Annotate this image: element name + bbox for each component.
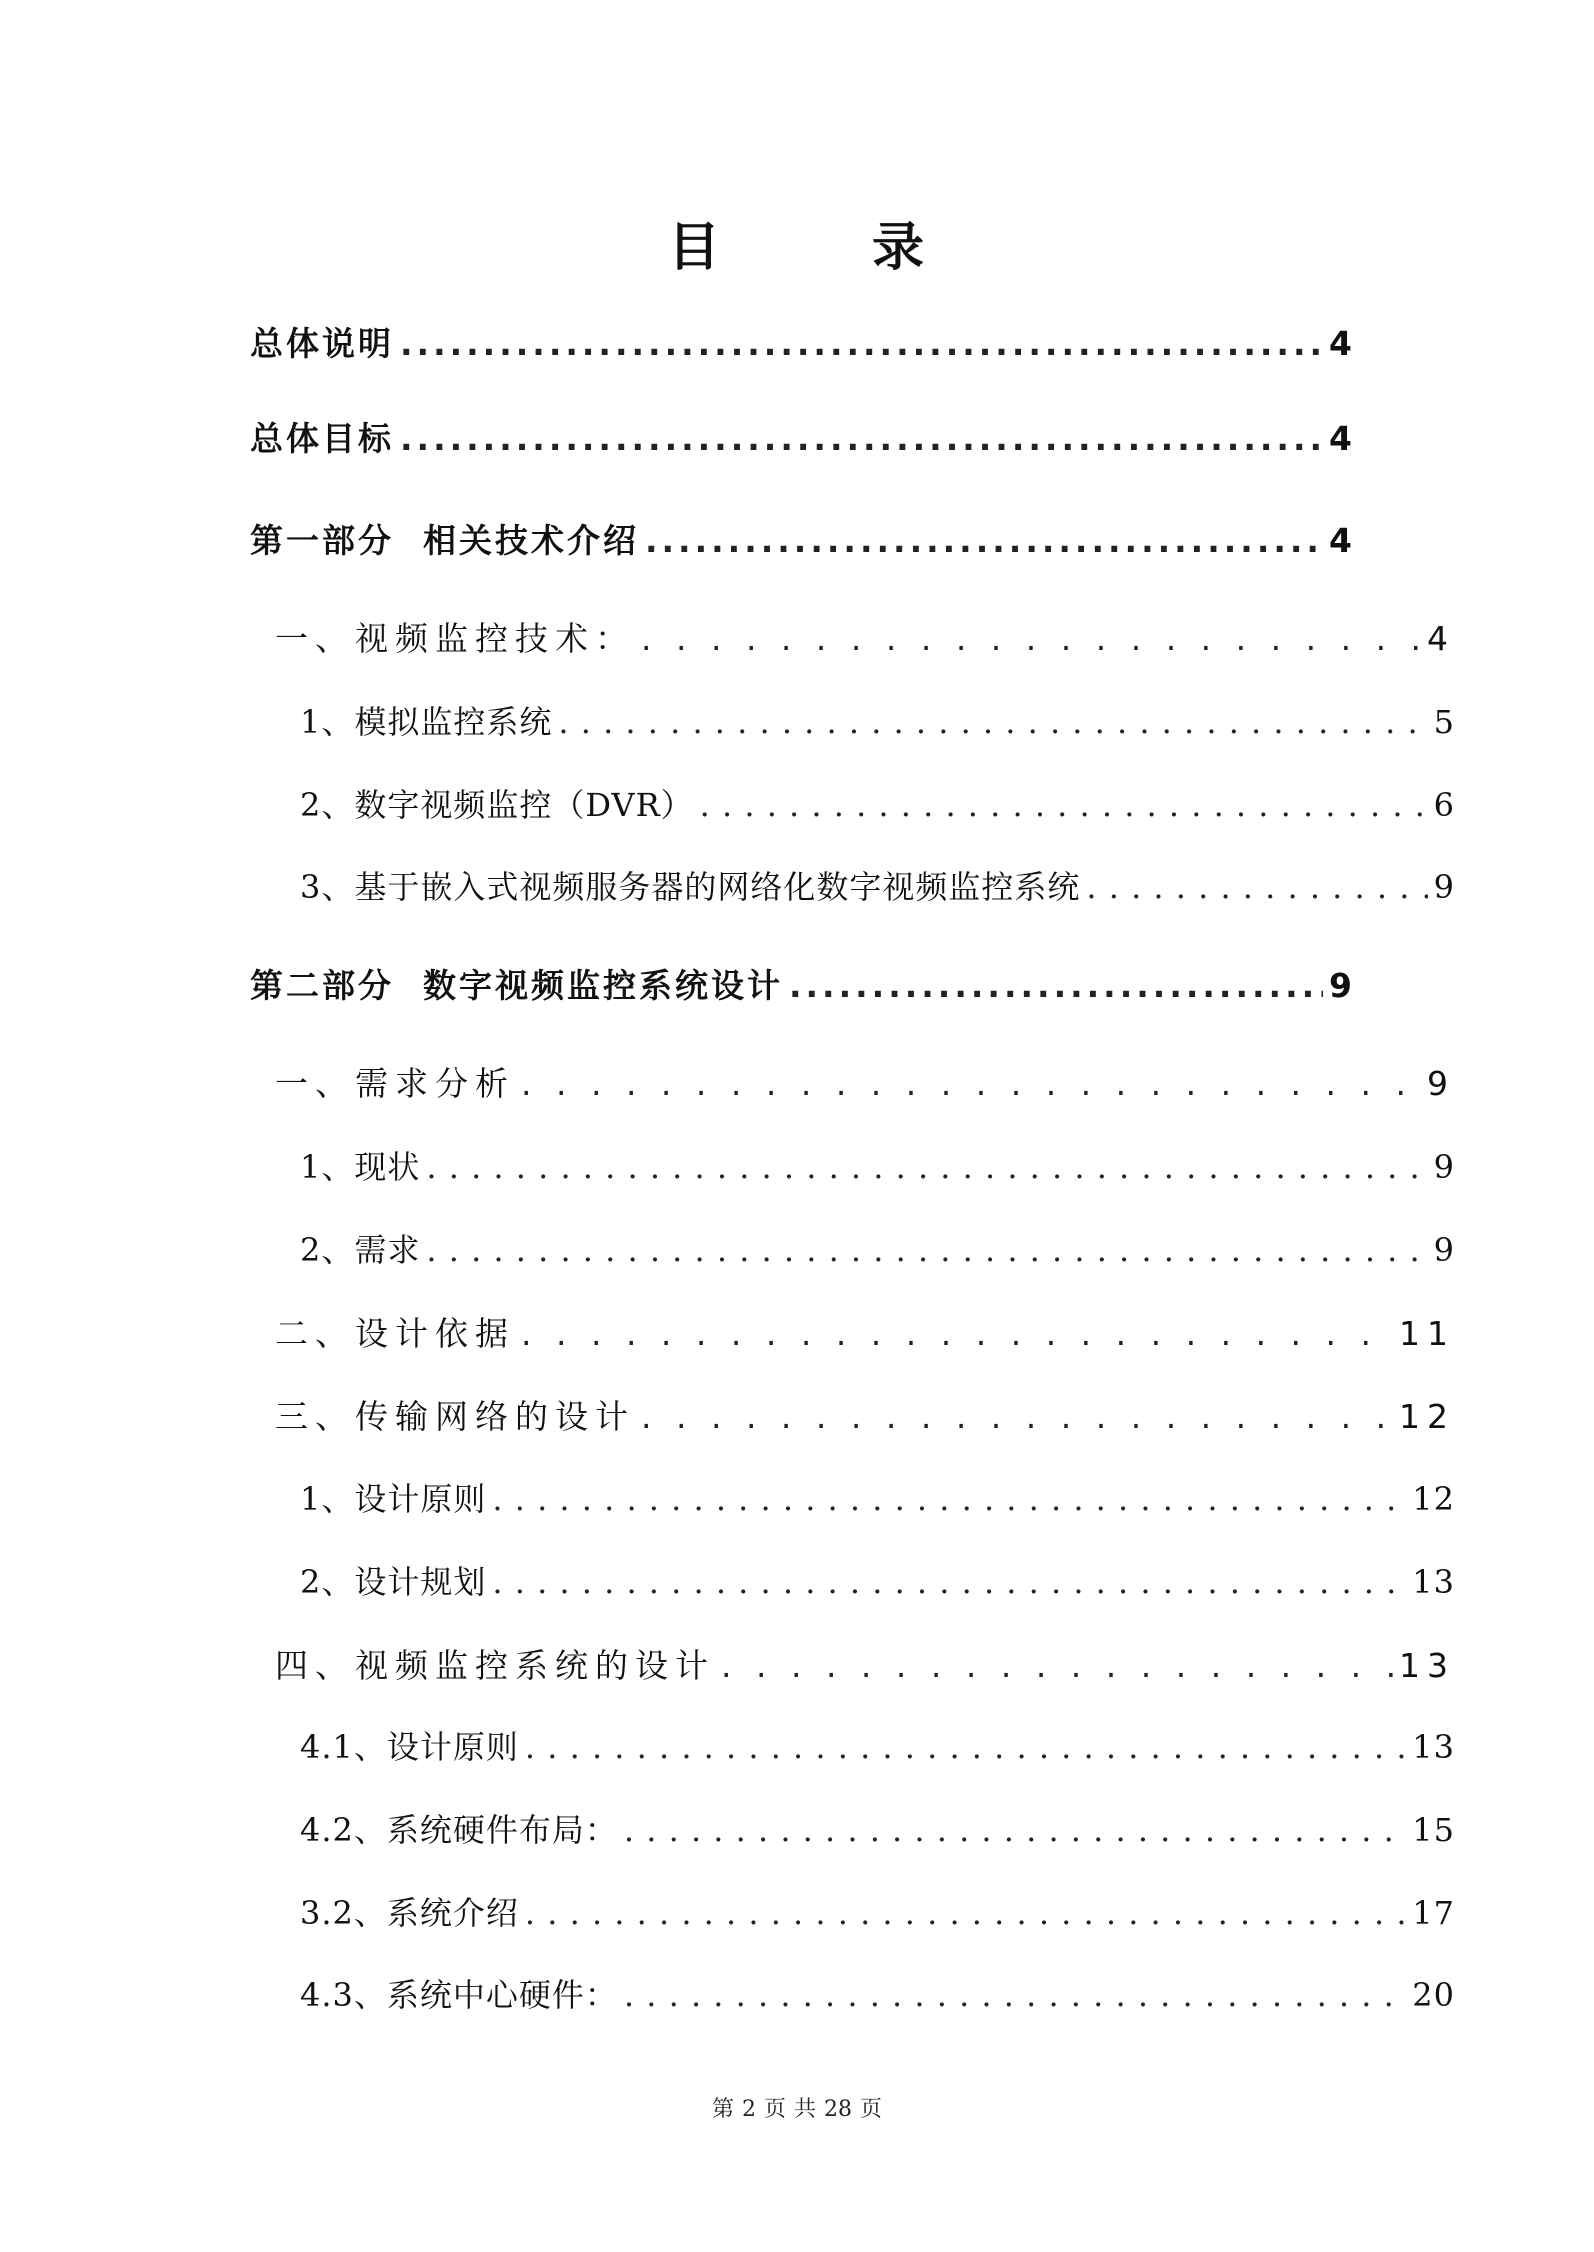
toc-entry[interactable]: [300, 1474, 1455, 1520]
toc-entry[interactable]: [250, 515, 1355, 562]
toc-leader-dots: [624, 1976, 1406, 2014]
toc-leader-dots: [525, 1894, 1406, 1932]
toc-leader-dots: [400, 419, 1323, 458]
toc-leader-dots: [400, 324, 1323, 363]
toc-entry-label: 3、基于嵌入式视频服务器的网络化数字视频监控系统: [300, 868, 1081, 906]
toc-entry[interactable]: [300, 1805, 1455, 1851]
toc-entry[interactable]: [300, 780, 1455, 826]
toc-leader-dots: [521, 1314, 1393, 1353]
toc-entry-label: 4.1、设计原则: [300, 1728, 519, 1766]
toc-entry-label: 四、视频监控系统的设计: [275, 1646, 715, 1685]
toc-entry-page: 13: [1399, 1646, 1455, 1685]
toc-title: [0, 205, 1594, 280]
toc-entry-page: 9: [1433, 1148, 1455, 1186]
toc-entry[interactable]: [300, 1225, 1455, 1271]
page-footer: [0, 2092, 1594, 2123]
footer-word: 页: [860, 2097, 883, 2122]
toc-entry[interactable]: [300, 1142, 1455, 1188]
toc-leader-dots: [624, 1811, 1406, 1849]
toc-leader-dots: [426, 1148, 1427, 1186]
toc-entry-label: 4.3、系统中心硬件：: [300, 1976, 618, 2014]
footer-total-pages: 28: [824, 2097, 853, 2122]
toc-entry[interactable]: [300, 862, 1455, 908]
toc-leader-dots: [558, 703, 1427, 741]
toc-leader-dots: [641, 1397, 1393, 1436]
toc-entry-label: 1、现状: [300, 1148, 421, 1186]
toc-entry[interactable]: [275, 613, 1455, 660]
toc-entry-page: 5: [1433, 703, 1455, 741]
toc-leader-dots: [645, 521, 1323, 560]
toc-leader-dots: [721, 1646, 1393, 1685]
toc-entry[interactable]: [250, 960, 1355, 1007]
toc-entry-label: 2、数字视频监控（DVR）: [300, 786, 694, 824]
toc-entry-label: 二、设计依据: [275, 1314, 515, 1353]
toc-entry-label: 三、传输网络的设计: [275, 1397, 635, 1436]
toc-entry-page: 15: [1412, 1811, 1455, 1849]
toc-leader-dots: [521, 1064, 1421, 1103]
toc-entry[interactable]: [300, 697, 1455, 743]
toc-entry[interactable]: [300, 1557, 1455, 1603]
toc-entry-page: 9: [1433, 868, 1455, 906]
toc-entry-page: 20: [1412, 1976, 1455, 2014]
toc-entry-page: 17: [1412, 1894, 1455, 1932]
toc-entry-label: 总体说明: [250, 324, 394, 363]
footer-word: 共: [794, 2097, 817, 2122]
toc-entry-label: 2、设计规划: [300, 1563, 487, 1601]
toc-entry-label: 2、需求: [300, 1231, 421, 1269]
toc-entry-page: 13: [1412, 1728, 1455, 1766]
toc-entry[interactable]: [275, 1640, 1455, 1687]
toc-entry[interactable]: [300, 1888, 1455, 1934]
toc-entry-label: 一、需求分析: [275, 1064, 515, 1103]
toc-entry-page: 6: [1433, 786, 1455, 824]
toc-entry-page: 4: [1329, 521, 1355, 560]
toc-entry-label: 一、视频监控技术：: [275, 619, 635, 658]
toc-entry-label: 总体目标: [250, 419, 394, 458]
toc-entry-label: 第一部分 相关技术介绍: [250, 521, 639, 560]
toc-title-char-2: 录: [872, 217, 927, 278]
toc-entry-page: 12: [1399, 1397, 1455, 1436]
toc-leader-dots: [700, 786, 1428, 824]
toc-title-char-1: 目: [667, 217, 722, 278]
toc-leader-dots: [492, 1480, 1406, 1518]
toc-leader-dots: [789, 966, 1323, 1005]
toc-entry-label: 1、设计原则: [300, 1480, 487, 1518]
toc-entry[interactable]: [275, 1391, 1455, 1438]
footer-word: 页: [763, 2097, 786, 2122]
toc-entry-page: 4: [1427, 619, 1455, 658]
toc-entry-page: 9: [1433, 1231, 1455, 1269]
toc-entry-page: 11: [1399, 1314, 1455, 1353]
toc-entry-page: 9: [1427, 1064, 1455, 1103]
toc-entry-page: 4: [1329, 324, 1355, 363]
toc-entry-label: 4.2、系统硬件布局：: [300, 1811, 618, 1849]
toc-entry[interactable]: [250, 413, 1355, 460]
toc-leader-dots: [1086, 868, 1427, 906]
toc-entry-page: 12: [1412, 1480, 1455, 1518]
toc-entry[interactable]: [275, 1058, 1455, 1105]
toc-leader-dots: [641, 619, 1421, 658]
toc-entry-page: 13: [1412, 1563, 1455, 1601]
toc-entry-page: 9: [1329, 966, 1355, 1005]
toc-entry-label: 3.2、系统介绍: [300, 1894, 519, 1932]
toc-entry[interactable]: [300, 1722, 1455, 1768]
toc-entry[interactable]: [275, 1308, 1455, 1355]
toc-entry[interactable]: [250, 318, 1355, 365]
toc-entry-page: 4: [1329, 419, 1355, 458]
toc-leader-dots: [492, 1563, 1406, 1601]
footer-word: 第: [711, 2097, 734, 2122]
toc-entry[interactable]: [300, 1970, 1455, 2016]
toc-entry-label: 第二部分 数字视频监控系统设计: [250, 966, 783, 1005]
toc-leader-dots: [426, 1231, 1427, 1269]
footer-current-page: 2: [741, 2097, 756, 2122]
toc-leader-dots: [525, 1728, 1406, 1766]
toc-entry-label: 1、模拟监控系统: [300, 703, 553, 741]
